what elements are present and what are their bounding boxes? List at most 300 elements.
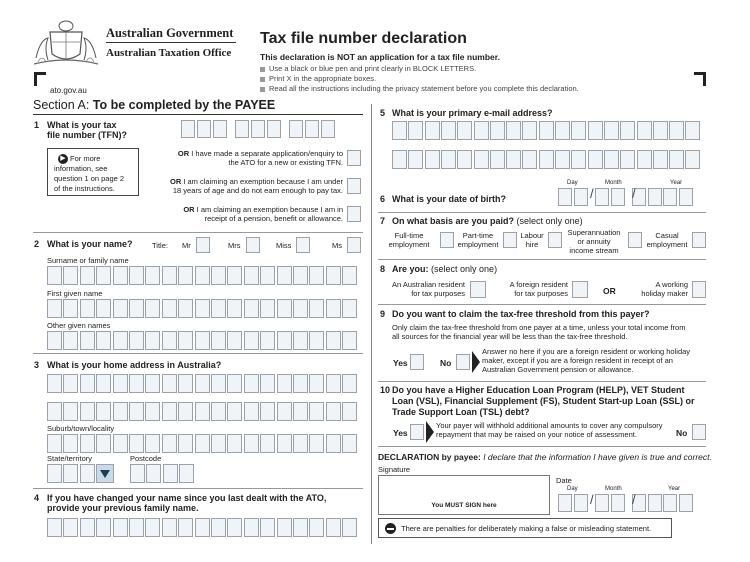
char-box[interactable] <box>213 120 227 138</box>
char-box[interactable] <box>63 434 78 453</box>
char-box[interactable] <box>260 374 275 393</box>
char-box[interactable] <box>63 299 78 318</box>
char-box[interactable] <box>425 121 440 140</box>
char-box[interactable] <box>244 402 259 421</box>
char-box[interactable] <box>293 299 308 318</box>
q1-label-1: What is your tax <box>47 120 117 130</box>
char-box[interactable] <box>392 150 407 169</box>
char-box[interactable] <box>408 150 423 169</box>
char-box[interactable] <box>595 188 609 206</box>
char-box[interactable] <box>260 299 275 318</box>
char-box[interactable] <box>197 120 211 138</box>
q9-divider <box>378 381 706 382</box>
sign-month-label: Month <box>605 486 622 492</box>
sign-day-label: Day <box>567 486 578 492</box>
char-box[interactable] <box>80 374 95 393</box>
char-box[interactable] <box>162 299 177 318</box>
q1-label-2: file number (TFN)? <box>47 130 127 140</box>
corner-mark-right <box>694 72 706 86</box>
char-box[interactable] <box>113 266 128 285</box>
page-subtitle: This declaration is NOT an application for a tax file number. <box>260 52 500 62</box>
char-box[interactable] <box>637 150 652 169</box>
char-box[interactable] <box>611 188 625 206</box>
q5-label: What is your primary e-mail address? <box>392 108 553 118</box>
state-dropdown[interactable] <box>96 464 114 483</box>
char-box[interactable] <box>178 299 193 318</box>
char-box[interactable] <box>669 150 684 169</box>
char-box[interactable] <box>648 188 662 206</box>
declaration-text: DECLARATION by payee: I declare that the information I have given is true and correct. <box>378 452 712 462</box>
penalty-text: There are penalties for deliberately making a false or misleading statement. <box>401 524 652 533</box>
dob-slash-1: / <box>590 186 594 201</box>
q10-number: 10 <box>380 385 391 395</box>
char-box[interactable] <box>679 494 693 512</box>
char-box[interactable] <box>392 121 407 140</box>
char-box[interactable] <box>604 150 619 169</box>
char-box[interactable] <box>47 299 62 318</box>
title-mrs-checkbox[interactable] <box>246 237 260 253</box>
q3-number: 3 <box>34 360 40 370</box>
char-box[interactable] <box>620 121 635 140</box>
labour-hire-checkbox[interactable] <box>548 232 562 248</box>
date-label: Date <box>556 476 572 485</box>
casual-label-2: employment <box>646 240 688 249</box>
warning-icon <box>385 523 396 534</box>
labour-hire-label: Labour <box>520 231 544 240</box>
info-text-2: information, see <box>54 164 108 173</box>
signature-field[interactable] <box>378 475 550 515</box>
char-box[interactable] <box>145 299 160 318</box>
char-box[interactable] <box>260 434 275 453</box>
char-box[interactable] <box>244 434 259 453</box>
title-miss-checkbox[interactable] <box>296 237 310 253</box>
char-box[interactable] <box>267 120 281 138</box>
char-box[interactable] <box>162 266 177 285</box>
char-box[interactable] <box>96 374 111 393</box>
ato-name: Australian Taxation Office <box>106 47 232 59</box>
char-box[interactable] <box>227 266 242 285</box>
char-box[interactable] <box>96 299 111 318</box>
char-box[interactable] <box>244 518 259 537</box>
ato-url: ato.gov.au <box>50 86 87 95</box>
char-box[interactable] <box>679 188 693 206</box>
char-box[interactable] <box>260 331 275 350</box>
char-box[interactable] <box>227 402 242 421</box>
q8-or-label: OR <box>603 286 616 296</box>
or-option-2: OR I am claiming an exemption because I am under <box>169 177 343 186</box>
char-box[interactable] <box>163 464 178 483</box>
au-resident-label: An Australian resident <box>392 280 465 289</box>
char-box[interactable] <box>211 434 226 453</box>
q8-number: 8 <box>380 264 386 274</box>
q10-yes-label: Yes <box>393 428 408 438</box>
char-box[interactable] <box>96 266 111 285</box>
q10-yes-checkbox[interactable] <box>410 424 424 440</box>
char-box[interactable] <box>162 434 177 453</box>
char-box[interactable] <box>653 121 668 140</box>
char-box[interactable] <box>181 120 195 138</box>
title-label: Title: <box>152 241 168 250</box>
char-box[interactable] <box>47 434 62 453</box>
char-box[interactable] <box>457 121 472 140</box>
char-box[interactable] <box>195 331 210 350</box>
state-label: State/territory <box>47 454 93 463</box>
char-box[interactable] <box>195 299 210 318</box>
title-mr-checkbox[interactable] <box>196 237 210 253</box>
labour-hire-label-2: hire <box>525 240 539 249</box>
char-box[interactable] <box>130 464 145 483</box>
char-box[interactable] <box>309 331 324 350</box>
q9-yes-checkbox[interactable] <box>410 354 424 370</box>
char-box[interactable] <box>522 150 537 169</box>
char-box[interactable] <box>293 331 308 350</box>
char-box[interactable] <box>571 150 586 169</box>
char-box[interactable] <box>293 518 308 537</box>
part-time-checkbox[interactable] <box>503 232 517 248</box>
char-box[interactable] <box>227 331 242 350</box>
working-holiday-label: A working <box>655 280 688 289</box>
char-box[interactable] <box>309 402 324 421</box>
char-box[interactable] <box>663 494 677 512</box>
char-box[interactable] <box>113 434 128 453</box>
char-box[interactable] <box>506 150 521 169</box>
char-box[interactable] <box>289 120 303 138</box>
char-box[interactable] <box>47 266 62 285</box>
char-box[interactable] <box>80 266 95 285</box>
casual-checkbox[interactable] <box>692 232 706 248</box>
char-box[interactable] <box>326 331 341 350</box>
char-box[interactable] <box>178 266 193 285</box>
instruction-1: Use a black or blue pen and print clearly in BLOCK LETTERS. <box>260 64 579 74</box>
char-box[interactable] <box>685 150 700 169</box>
char-box[interactable] <box>595 494 609 512</box>
q9-no-checkbox[interactable] <box>456 354 470 370</box>
char-box[interactable] <box>211 374 226 393</box>
char-box[interactable] <box>669 121 684 140</box>
char-box[interactable] <box>408 121 423 140</box>
tfn-enquiry-checkbox[interactable] <box>347 150 361 166</box>
char-box[interactable] <box>113 331 128 350</box>
char-box[interactable] <box>342 266 357 285</box>
char-box[interactable] <box>178 518 193 537</box>
char-box[interactable] <box>490 150 505 169</box>
char-box[interactable] <box>129 434 144 453</box>
char-box[interactable] <box>244 266 259 285</box>
char-box[interactable] <box>653 150 668 169</box>
char-box[interactable] <box>113 299 128 318</box>
char-box[interactable] <box>244 374 259 393</box>
char-box[interactable] <box>539 150 554 169</box>
q8-label: Are you: (select only one) <box>392 264 498 274</box>
q9-note-3: Australian Government pension or allowance. <box>482 365 634 374</box>
dob-day-label: Day <box>567 180 578 186</box>
char-box[interactable] <box>588 150 603 169</box>
char-box[interactable] <box>342 434 357 453</box>
char-box[interactable] <box>326 434 341 453</box>
char-box[interactable] <box>244 331 259 350</box>
char-box[interactable] <box>637 121 652 140</box>
char-box[interactable] <box>96 434 111 453</box>
char-box[interactable] <box>293 434 308 453</box>
char-box[interactable] <box>342 331 357 350</box>
char-box[interactable] <box>277 518 292 537</box>
char-box[interactable] <box>47 518 62 537</box>
char-box[interactable] <box>474 121 489 140</box>
char-box[interactable] <box>620 150 635 169</box>
char-box[interactable] <box>129 266 144 285</box>
working-holiday-label-2: holiday maker <box>641 289 688 298</box>
char-box[interactable] <box>80 402 95 421</box>
char-box[interactable] <box>162 374 177 393</box>
char-box[interactable] <box>326 518 341 537</box>
au-resident-checkbox[interactable] <box>470 281 486 298</box>
char-box[interactable] <box>558 188 572 206</box>
char-box[interactable] <box>63 331 78 350</box>
char-box[interactable] <box>195 518 210 537</box>
char-box[interactable] <box>211 402 226 421</box>
char-box[interactable] <box>235 120 249 138</box>
char-box[interactable] <box>195 266 210 285</box>
char-box[interactable] <box>321 120 335 138</box>
char-box[interactable] <box>277 266 292 285</box>
pension-checkbox[interactable] <box>347 206 361 222</box>
char-box[interactable] <box>129 374 144 393</box>
char-box[interactable] <box>277 434 292 453</box>
char-box[interactable] <box>145 518 160 537</box>
char-box[interactable] <box>63 402 78 421</box>
char-box[interactable] <box>277 299 292 318</box>
part-time-label: Part-time <box>462 231 494 240</box>
header-divider <box>106 42 236 43</box>
char-box[interactable] <box>342 299 357 318</box>
q4-label-1: If you have changed your name since you last dealt with the ATO, <box>47 493 327 503</box>
arrow-icon <box>472 351 480 373</box>
q10-label-2: Loan (VSL), Financial Supplement (FS), Student Start-up Loan (SSL) or <box>392 396 695 406</box>
char-box[interactable] <box>63 374 78 393</box>
q2-label: What is your name? <box>47 239 133 249</box>
char-box[interactable] <box>227 299 242 318</box>
q9-label: Do you want to claim the tax-free threshold from this payer? <box>392 309 650 319</box>
char-box[interactable] <box>113 374 128 393</box>
char-box[interactable] <box>178 374 193 393</box>
char-box[interactable] <box>490 121 505 140</box>
sign-slash-1: / <box>590 492 594 507</box>
instruction-3: Read all the instructions including the privacy statement before you complete this declaration. <box>260 84 579 94</box>
char-box[interactable] <box>162 331 177 350</box>
char-box[interactable] <box>129 402 144 421</box>
q10-no-checkbox[interactable] <box>692 424 706 440</box>
char-box[interactable] <box>195 434 210 453</box>
char-box[interactable] <box>555 121 570 140</box>
char-box[interactable] <box>326 299 341 318</box>
q9-note-1: Answer no here if you are a foreign resident or working holiday <box>482 347 691 356</box>
char-box[interactable] <box>506 121 521 140</box>
title-mr-label: Mr <box>182 241 191 250</box>
char-box[interactable] <box>277 402 292 421</box>
char-box[interactable] <box>96 402 111 421</box>
or-option-1: OR I have made a separate application/enquiry to <box>177 149 343 158</box>
q3-divider <box>33 488 363 489</box>
char-box[interactable] <box>63 518 78 537</box>
char-box[interactable] <box>179 464 194 483</box>
char-box[interactable] <box>145 331 160 350</box>
char-box[interactable] <box>474 150 489 169</box>
char-box[interactable] <box>178 402 193 421</box>
char-box[interactable] <box>342 374 357 393</box>
char-box[interactable] <box>309 374 324 393</box>
char-box[interactable] <box>441 121 456 140</box>
char-box[interactable] <box>47 402 62 421</box>
char-box[interactable] <box>162 402 177 421</box>
char-box[interactable] <box>648 494 662 512</box>
char-box[interactable] <box>227 434 242 453</box>
char-box[interactable] <box>63 464 78 483</box>
char-box[interactable] <box>260 402 275 421</box>
government-crest <box>30 18 102 70</box>
char-box[interactable] <box>211 266 226 285</box>
char-box[interactable] <box>425 150 440 169</box>
char-box[interactable] <box>146 464 161 483</box>
char-box[interactable] <box>293 402 308 421</box>
char-box[interactable] <box>260 266 275 285</box>
part-time-label-2: employment <box>457 240 499 249</box>
title-ms-checkbox[interactable] <box>347 237 361 253</box>
super-checkbox[interactable] <box>628 232 642 248</box>
char-box[interactable] <box>195 374 210 393</box>
super-label-3: income stream <box>569 246 619 255</box>
char-box[interactable] <box>178 434 193 453</box>
char-box[interactable] <box>342 402 357 421</box>
char-box[interactable] <box>522 121 537 140</box>
char-box[interactable] <box>457 150 472 169</box>
char-box[interactable] <box>293 266 308 285</box>
char-box[interactable] <box>145 266 160 285</box>
char-box[interactable] <box>611 494 625 512</box>
char-box[interactable] <box>326 374 341 393</box>
char-box[interactable] <box>47 331 62 350</box>
q7-label: On what basis are you paid? (select only one) <box>392 216 583 226</box>
char-box[interactable] <box>539 121 554 140</box>
q2-divider <box>33 353 363 354</box>
q2-number: 2 <box>34 239 40 249</box>
char-box[interactable] <box>129 299 144 318</box>
char-box[interactable] <box>96 518 111 537</box>
char-box[interactable] <box>178 331 193 350</box>
q4-number: 4 <box>34 493 40 503</box>
char-box[interactable] <box>227 374 242 393</box>
char-box[interactable] <box>80 518 95 537</box>
q7-number: 7 <box>380 216 386 226</box>
char-box[interactable] <box>309 266 324 285</box>
or-option-3-line-2: receipt of a pension, benefit or allowance. <box>204 214 343 223</box>
char-box[interactable] <box>260 518 275 537</box>
char-box[interactable] <box>80 331 95 350</box>
char-box[interactable] <box>211 518 226 537</box>
char-box[interactable] <box>63 266 78 285</box>
char-box[interactable] <box>145 434 160 453</box>
char-box[interactable] <box>113 518 128 537</box>
char-box[interactable] <box>305 120 319 138</box>
char-box[interactable] <box>663 188 677 206</box>
char-box[interactable] <box>145 402 160 421</box>
super-label: Superannuation <box>567 228 621 237</box>
char-box[interactable] <box>244 299 259 318</box>
char-box[interactable] <box>277 331 292 350</box>
char-box[interactable] <box>574 188 588 206</box>
arrow-icon <box>426 421 434 443</box>
column-divider <box>371 104 372 544</box>
char-box[interactable] <box>309 299 324 318</box>
or-option-3: OR I am claiming an exemption because I am in <box>183 205 343 214</box>
super-label-2: or annuity <box>577 237 611 246</box>
char-box[interactable] <box>96 331 111 350</box>
char-box[interactable] <box>571 121 586 140</box>
info-text-4: of the instructions. <box>54 184 115 193</box>
q3-label: What is your home address in Australia? <box>47 360 222 370</box>
char-box[interactable] <box>113 402 128 421</box>
char-box[interactable] <box>47 464 62 483</box>
char-box[interactable] <box>277 374 292 393</box>
or-option-2-line-2: 18 years of age and do not earn enough to pay tax. <box>172 186 343 195</box>
char-box[interactable] <box>211 331 226 350</box>
char-box[interactable] <box>555 150 570 169</box>
info-text-1: For more <box>70 154 101 163</box>
other-names-label: Other given names <box>47 321 111 330</box>
char-box[interactable] <box>162 518 177 537</box>
char-box[interactable] <box>309 518 324 537</box>
char-box[interactable] <box>604 121 619 140</box>
full-time-checkbox[interactable] <box>440 232 454 248</box>
char-box[interactable] <box>129 331 144 350</box>
char-box[interactable] <box>441 150 456 169</box>
sign-year-label: Year <box>668 486 681 492</box>
char-box[interactable] <box>211 299 226 318</box>
char-box[interactable] <box>80 299 95 318</box>
char-box[interactable] <box>588 121 603 140</box>
char-box[interactable] <box>558 494 572 512</box>
under-18-checkbox[interactable] <box>347 178 361 194</box>
char-box[interactable] <box>80 434 95 453</box>
char-box[interactable] <box>145 374 160 393</box>
char-box[interactable] <box>342 518 357 537</box>
q10-no-label: No <box>676 428 688 438</box>
au-resident-label-2: for tax purposes <box>411 289 465 298</box>
signature-label: Signature <box>378 465 411 474</box>
q1-number: 1 <box>34 120 40 130</box>
char-box[interactable] <box>574 494 588 512</box>
char-box[interactable] <box>251 120 265 138</box>
char-box[interactable] <box>326 402 341 421</box>
char-box[interactable] <box>129 518 144 537</box>
full-time-label: Full-time <box>394 231 424 240</box>
char-box[interactable] <box>80 464 95 483</box>
q9-no-label: No <box>440 358 452 368</box>
must-sign-label: You MUST SIGN here <box>431 502 497 509</box>
char-box[interactable] <box>309 434 324 453</box>
chevron-down-icon <box>100 470 110 478</box>
title-ms-label: Ms <box>332 241 342 250</box>
char-box[interactable] <box>326 266 341 285</box>
foreign-resident-checkbox[interactable] <box>572 281 588 298</box>
char-box[interactable] <box>685 121 700 140</box>
q6-number: 6 <box>380 194 386 204</box>
char-box[interactable] <box>47 374 62 393</box>
char-box[interactable] <box>227 518 242 537</box>
char-box[interactable] <box>195 402 210 421</box>
char-box[interactable] <box>293 374 308 393</box>
sign-slash-2: / <box>632 492 636 507</box>
working-holiday-checkbox[interactable] <box>692 281 706 298</box>
